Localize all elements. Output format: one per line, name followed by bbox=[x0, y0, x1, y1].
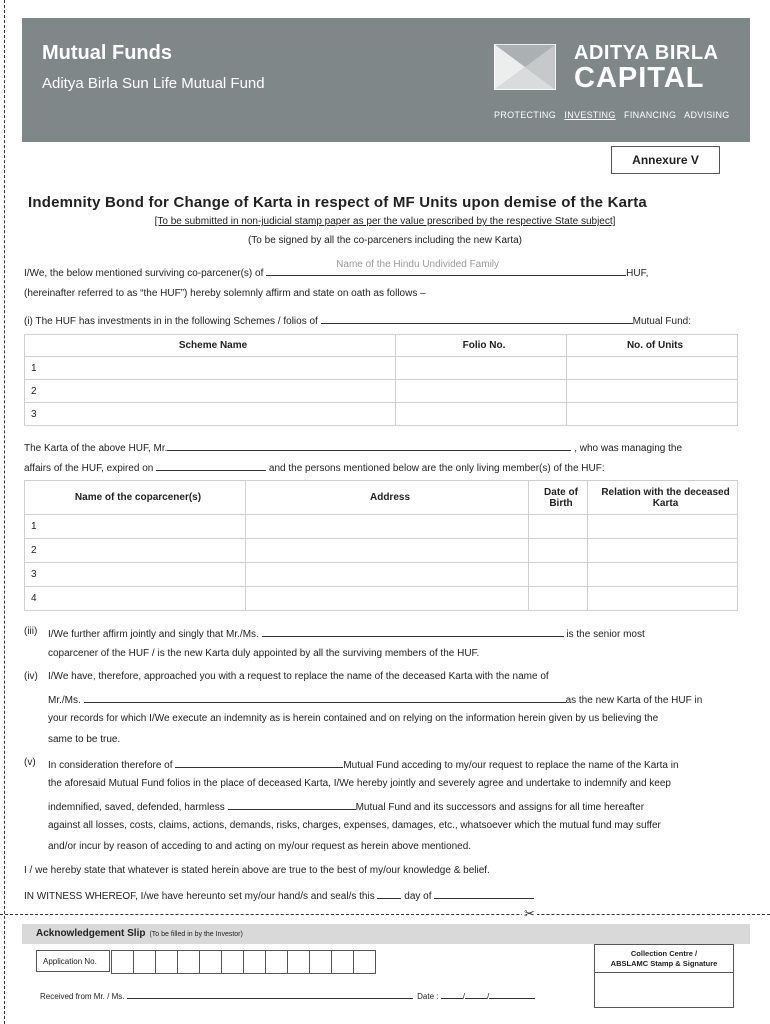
para-iii bbox=[48, 626, 645, 640]
relation-cell[interactable] bbox=[588, 563, 738, 587]
column-header: Folio No. bbox=[396, 335, 567, 357]
digit-box[interactable] bbox=[221, 950, 244, 974]
date-month-field[interactable] bbox=[462, 990, 490, 1001]
para-text: I/We further affirm jointly and singly that Mr./Ms. bbox=[48, 629, 259, 640]
table-row bbox=[25, 563, 738, 587]
digit-box[interactable] bbox=[177, 950, 200, 974]
para-text: indemnified, saved, defended, harmless bbox=[48, 802, 225, 813]
para-v bbox=[48, 757, 679, 771]
para-text: In consideration therefore of bbox=[48, 760, 173, 771]
para-investments bbox=[24, 313, 691, 327]
document-title: Indemnity Bond for Change of Karta in respect of MF Units upon demise of the Karta bbox=[28, 194, 647, 211]
date-year-field[interactable] bbox=[486, 990, 535, 1001]
para-text: I/We have, therefore, approached you with a request to replace the name of the deceased Karta with the name of bbox=[48, 671, 549, 682]
table-row bbox=[25, 403, 738, 426]
date-separator: / bbox=[462, 992, 465, 1001]
expiry-date-field[interactable] bbox=[156, 460, 266, 471]
new-karta-field[interactable] bbox=[84, 692, 566, 703]
table-row bbox=[25, 539, 738, 563]
para-text: coparcener of the HUF / is the new Karta duly appointed by all the surviving members of the HUF. bbox=[48, 648, 480, 659]
dob-cell[interactable] bbox=[529, 539, 588, 563]
table-row bbox=[25, 357, 738, 380]
scissors-icon: ✂ bbox=[524, 906, 535, 921]
collection-centre-label bbox=[595, 945, 733, 973]
para-text: IN WITNESS WHEREOF, I/we have hereunto set my/our hand/s and seal/s this bbox=[24, 891, 375, 902]
column-header: Scheme Name bbox=[25, 335, 396, 357]
column-header: Relation with the deceased Karta bbox=[588, 481, 738, 515]
column-header: Address bbox=[246, 481, 529, 515]
witness-line bbox=[24, 888, 534, 902]
table-row bbox=[25, 380, 738, 403]
stamp-paper-note: [To be submitted in non-judicial stamp paper as per the value prescribed by the respective State subject] bbox=[154, 216, 616, 227]
para-iii-num: (iii) bbox=[24, 626, 38, 637]
tag-financing: FINANCING bbox=[624, 110, 677, 120]
para-text: I/We, the below mentioned surviving co-parcener(s) of bbox=[24, 268, 264, 279]
column-header: No. of Units bbox=[567, 335, 738, 357]
dob-cell[interactable] bbox=[529, 515, 588, 539]
acknowledgement-header bbox=[22, 924, 750, 944]
folio-cell[interactable] bbox=[396, 357, 567, 380]
address-cell[interactable] bbox=[246, 515, 529, 539]
header-banner bbox=[22, 18, 750, 142]
para-text: HUF, bbox=[626, 268, 649, 279]
date-separator: / bbox=[486, 992, 490, 1001]
digit-box[interactable] bbox=[133, 950, 156, 974]
huf-name-placeholder: Name of the Hindu Undivided Family bbox=[336, 259, 500, 270]
para-text: , who was managing the bbox=[574, 443, 683, 454]
row-number: 2 bbox=[25, 539, 246, 563]
para-text: as the new Karta of the HUF in bbox=[565, 695, 703, 706]
units-cell[interactable] bbox=[567, 403, 738, 426]
mutual-fund-name-field[interactable] bbox=[321, 313, 633, 324]
para-text: same to be true. bbox=[48, 734, 121, 745]
ack-note: (To be filled in by the Investor) bbox=[149, 931, 243, 938]
para-text: Mutual Fund and its successors and assigns for all time hereafter bbox=[355, 802, 645, 813]
para-text: and/or incur by reason of acceding to and acting on my/our request as herein above mentioned. bbox=[48, 841, 472, 852]
received-from-field[interactable] bbox=[127, 990, 413, 999]
tag-investing: INVESTING bbox=[564, 110, 616, 120]
received-label: Received from Mr. / Ms. bbox=[40, 992, 125, 1001]
coparceners-table bbox=[24, 480, 738, 611]
column-header: Name of the coparcener(s) bbox=[25, 481, 246, 515]
fund-name-field-2[interactable] bbox=[228, 799, 356, 810]
header-subtitle: Aditya Birla Sun Life Mutual Fund bbox=[42, 75, 265, 92]
para-text: day of bbox=[404, 891, 432, 902]
karta-name-field[interactable] bbox=[167, 440, 571, 451]
huf-name-field[interactable] bbox=[266, 259, 626, 276]
ack-title: Acknowledgement Slip bbox=[36, 928, 146, 939]
brand-capital: CAPITAL bbox=[574, 62, 705, 94]
witness-month-field[interactable] bbox=[434, 888, 534, 899]
relation-cell[interactable] bbox=[588, 515, 738, 539]
application-no-boxes[interactable] bbox=[112, 950, 376, 974]
fund-name-field[interactable] bbox=[175, 757, 343, 768]
relation-cell[interactable] bbox=[588, 539, 738, 563]
para-iv-num: (iv) bbox=[24, 671, 38, 682]
units-cell[interactable] bbox=[567, 380, 738, 403]
digit-box[interactable] bbox=[265, 950, 288, 974]
para-text: Mutual Fund: bbox=[632, 316, 691, 327]
para-v-num: (v) bbox=[24, 757, 36, 768]
aditya-birla-logo-icon bbox=[494, 44, 556, 90]
relation-cell[interactable] bbox=[588, 587, 738, 611]
digit-box[interactable] bbox=[199, 950, 222, 974]
table-row bbox=[25, 587, 738, 611]
para-text: your records for which I/We execute an indemnity as is herein contained and on relying on the information herein given by us believing the bbox=[48, 713, 659, 724]
row-number: 3 bbox=[25, 403, 396, 426]
cut-line bbox=[0, 914, 770, 915]
date-day-field[interactable] bbox=[441, 990, 463, 999]
tagline bbox=[494, 110, 730, 120]
row-number: 2 bbox=[25, 380, 396, 403]
address-cell[interactable] bbox=[246, 539, 529, 563]
received-from-line bbox=[40, 990, 535, 1001]
row-number: 3 bbox=[25, 563, 246, 587]
declaration: I / we hereby state that whatever is stated herein above are true to the best of my/our knowledge & belief. bbox=[24, 865, 490, 876]
collection-line: ABSLAMC Stamp & Signature bbox=[610, 959, 718, 968]
para-text: against all losses, costs, claims, actions, demands, risks, charges, expenses, damages, etc., whatsoever which the mutual fund may suffer bbox=[48, 820, 661, 831]
dob-cell[interactable] bbox=[529, 563, 588, 587]
folio-cell[interactable] bbox=[396, 403, 567, 426]
digit-box[interactable] bbox=[353, 950, 376, 974]
header-title: Mutual Funds bbox=[42, 42, 172, 64]
para-text: is the senior most bbox=[566, 629, 645, 640]
para-text: The Karta of the above HUF, Mr. bbox=[24, 443, 168, 454]
folio-cell[interactable] bbox=[396, 380, 567, 403]
para-text: (hereinafter referred to as “the HUF”) hereby solemnly affirm and state on oath as follows – bbox=[24, 288, 426, 299]
para-text: Mutual Fund acceding to my/our request to replace the name of the Karta in bbox=[343, 760, 679, 771]
digit-box[interactable] bbox=[111, 950, 134, 974]
tag-protecting: PROTECTING bbox=[494, 110, 557, 120]
annexure-label: Annexure V bbox=[611, 146, 720, 174]
row-number: 4 bbox=[25, 587, 246, 611]
digit-box[interactable] bbox=[331, 950, 354, 974]
signing-note: (To be signed by all the co-parceners including the new Karta) bbox=[247, 235, 523, 246]
para-text: Mr./Ms. bbox=[48, 695, 81, 706]
units-cell[interactable] bbox=[567, 357, 738, 380]
address-cell[interactable] bbox=[246, 587, 529, 611]
para-iv-2 bbox=[48, 692, 702, 706]
address-cell[interactable] bbox=[246, 563, 529, 587]
para-karta bbox=[24, 440, 682, 454]
row-number: 1 bbox=[25, 515, 246, 539]
date-label: Date : bbox=[417, 992, 439, 1001]
tag-advising: ADVISING bbox=[684, 110, 730, 120]
schemes-table bbox=[24, 334, 738, 426]
table-row bbox=[25, 515, 738, 539]
dob-cell[interactable] bbox=[529, 587, 588, 611]
digit-box[interactable] bbox=[309, 950, 332, 974]
cut-line-left bbox=[4, 0, 5, 1024]
collection-centre-box bbox=[594, 944, 734, 1008]
para-text: the aforesaid Mutual Fund folios in the place of deceased Karta, I/We hereby jointly and severely agree and undertake to indemnify and keep bbox=[48, 778, 671, 789]
brand-name: ADITYA BIRLA bbox=[574, 42, 719, 64]
digit-box[interactable] bbox=[287, 950, 310, 974]
digit-box[interactable] bbox=[155, 950, 178, 974]
collection-line: Collection Centre / bbox=[630, 949, 698, 958]
para-coparceners bbox=[24, 259, 649, 279]
para-v-3 bbox=[48, 799, 644, 813]
para-text: affairs of the HUF, expired on bbox=[24, 463, 154, 474]
para-text: (i) The HUF has investments in in the following Schemes / folios of bbox=[24, 316, 318, 327]
witness-day-field[interactable] bbox=[377, 888, 401, 899]
application-no-label: Application No. bbox=[36, 950, 110, 972]
para-karta-2 bbox=[24, 460, 605, 474]
row-number: 1 bbox=[25, 357, 396, 380]
column-header: Date of Birth bbox=[529, 481, 588, 515]
digit-box[interactable] bbox=[243, 950, 266, 974]
para-text: and the persons mentioned below are the only living member(s) of the HUF: bbox=[268, 463, 605, 474]
senior-coparcener-field[interactable] bbox=[262, 626, 564, 637]
